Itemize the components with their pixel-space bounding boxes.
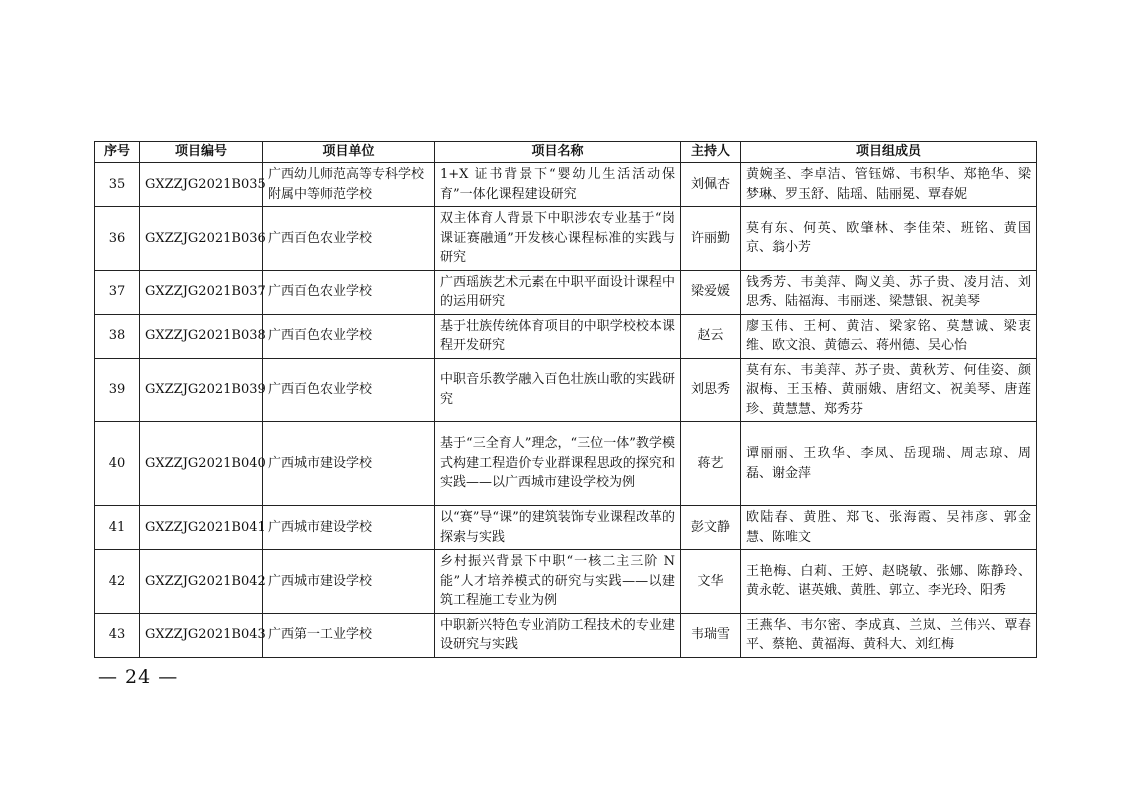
cell-code: GXZZJG2021B037 — [140, 270, 263, 314]
table-row — [95, 314, 1037, 358]
cell-unit: 广西第一工业学校 — [263, 613, 435, 657]
table-row — [95, 270, 1037, 314]
cell-members: 王艳梅、白莉、王婷、赵晓敏、张娜、陈静玲、黄永乾、谌英娥、黄胜、郭立、李光玲、阳秀 — [741, 550, 1037, 614]
header-members: 项目组成员 — [741, 142, 1037, 163]
table-row — [95, 358, 1037, 422]
cell-members: 欧陆春、黄胜、郑飞、张海霞、吴祎彦、郭金慧、陈唯文 — [741, 506, 1037, 550]
cell-host: 文华 — [681, 550, 741, 614]
cell-unit: 广西幼儿师范高等专科学校附属中等师范学校 — [263, 163, 435, 207]
cell-seq: 39 — [95, 358, 140, 422]
header-name: 项目名称 — [435, 142, 681, 163]
cell-unit: 广西百色农业学校 — [263, 314, 435, 358]
table-row — [95, 207, 1037, 271]
cell-seq: 42 — [95, 550, 140, 614]
cell-code: GXZZJG2021B042 — [140, 550, 263, 614]
cell-code: GXZZJG2021B041 — [140, 506, 263, 550]
table-header-row — [95, 142, 1037, 163]
cell-seq: 37 — [95, 270, 140, 314]
header-seq: 序号 — [95, 142, 140, 163]
cell-host: 刘佩杏 — [681, 163, 741, 207]
cell-members: 莫有东、何英、欧肇林、李佳荣、班铭、黄国京、翁小芳 — [741, 207, 1037, 271]
cell-name: 中职新兴特色专业消防工程技术的专业建设研究与实践 — [435, 613, 681, 657]
table-row — [95, 613, 1037, 657]
cell-host: 刘思秀 — [681, 358, 741, 422]
cell-members: 黄婉圣、李卓洁、管钰嫦、韦积华、郑艳华、梁梦琳、罗玉舒、陆瑶、陆丽冕、覃春妮 — [741, 163, 1037, 207]
cell-name: 中职音乐教学融入百色壮族山歌的实践研究 — [435, 358, 681, 422]
cell-name: 以“赛”导“课”的建筑装饰专业课程改革的探索与实践 — [435, 506, 681, 550]
table-row — [95, 163, 1037, 207]
cell-members: 王燕华、韦尔密、李成真、兰岚、兰伟兴、覃春平、蔡艳、黄福海、黄科大、刘红梅 — [741, 613, 1037, 657]
cell-host: 蒋艺 — [681, 422, 741, 506]
cell-name: 双主体育人背景下中职涉农专业基于“岗课证赛融通”开发核心课程标准的实践与研究 — [435, 207, 681, 271]
cell-name: 广西瑶族艺术元素在中职平面设计课程中的运用研究 — [435, 270, 681, 314]
cell-unit: 广西城市建设学校 — [263, 422, 435, 506]
cell-seq: 43 — [95, 613, 140, 657]
cell-seq: 41 — [95, 506, 140, 550]
cell-unit: 广西百色农业学校 — [263, 270, 435, 314]
cell-name: 乡村振兴背景下中职“一核二主三阶 N 能”人才培养模式的研究与实践——以建筑工程施工专业为例 — [435, 550, 681, 614]
cell-code: GXZZJG2021B038 — [140, 314, 263, 358]
cell-members: 莫有东、韦美萍、苏子贵、黄秋芳、何佳姿、颜淑梅、王玉椿、黄丽娥、唐绍文、祝美琴、唐莲珍、黄慧慧、郑秀芬 — [741, 358, 1037, 422]
cell-unit: 广西城市建设学校 — [263, 550, 435, 614]
header-unit: 项目单位 — [263, 142, 435, 163]
cell-host: 彭文静 — [681, 506, 741, 550]
cell-seq: 35 — [95, 163, 140, 207]
cell-host: 赵云 — [681, 314, 741, 358]
cell-code: GXZZJG2021B043 — [140, 613, 263, 657]
cell-unit: 广西城市建设学校 — [263, 506, 435, 550]
cell-host: 许丽勤 — [681, 207, 741, 271]
cell-name: 1+X 证书背景下“婴幼儿生活活动保育”一体化课程建设研究 — [435, 163, 681, 207]
cell-code: GXZZJG2021B039 — [140, 358, 263, 422]
cell-seq: 40 — [95, 422, 140, 506]
table-row — [95, 550, 1037, 614]
table-row — [95, 422, 1037, 506]
project-table — [94, 141, 1037, 658]
cell-code: GXZZJG2021B035 — [140, 163, 263, 207]
cell-code: GXZZJG2021B036 — [140, 207, 263, 271]
cell-members: 廖玉伟、王柯、黄洁、梁家铭、莫慧诚、梁衷维、欧文浪、黄德云、蒋州德、吴心怡 — [741, 314, 1037, 358]
page-number: — 24 — — [98, 666, 179, 688]
header-code: 项目编号 — [140, 142, 263, 163]
cell-code: GXZZJG2021B040 — [140, 422, 263, 506]
cell-members: 钱秀芳、韦美萍、陶义美、苏子贵、凌月洁、刘思秀、陆福海、韦丽迷、梁慧银、祝美琴 — [741, 270, 1037, 314]
cell-unit: 广西百色农业学校 — [263, 207, 435, 271]
cell-members: 谭丽丽、王玖华、李凤、岳现瑞、周志琼、周磊、谢金萍 — [741, 422, 1037, 506]
cell-host: 梁爱媛 — [681, 270, 741, 314]
cell-seq: 36 — [95, 207, 140, 271]
header-host: 主持人 — [681, 142, 741, 163]
cell-seq: 38 — [95, 314, 140, 358]
cell-host: 韦瑞雪 — [681, 613, 741, 657]
table-row — [95, 506, 1037, 550]
cell-name: 基于“三全育人”理念，“三位一体”教学模式构建工程造价专业群课程思政的探究和实践——以广西城市建设学校为例 — [435, 422, 681, 506]
cell-unit: 广西百色农业学校 — [263, 358, 435, 422]
cell-name: 基于壮族传统体育项目的中职学校校本课程开发研究 — [435, 314, 681, 358]
